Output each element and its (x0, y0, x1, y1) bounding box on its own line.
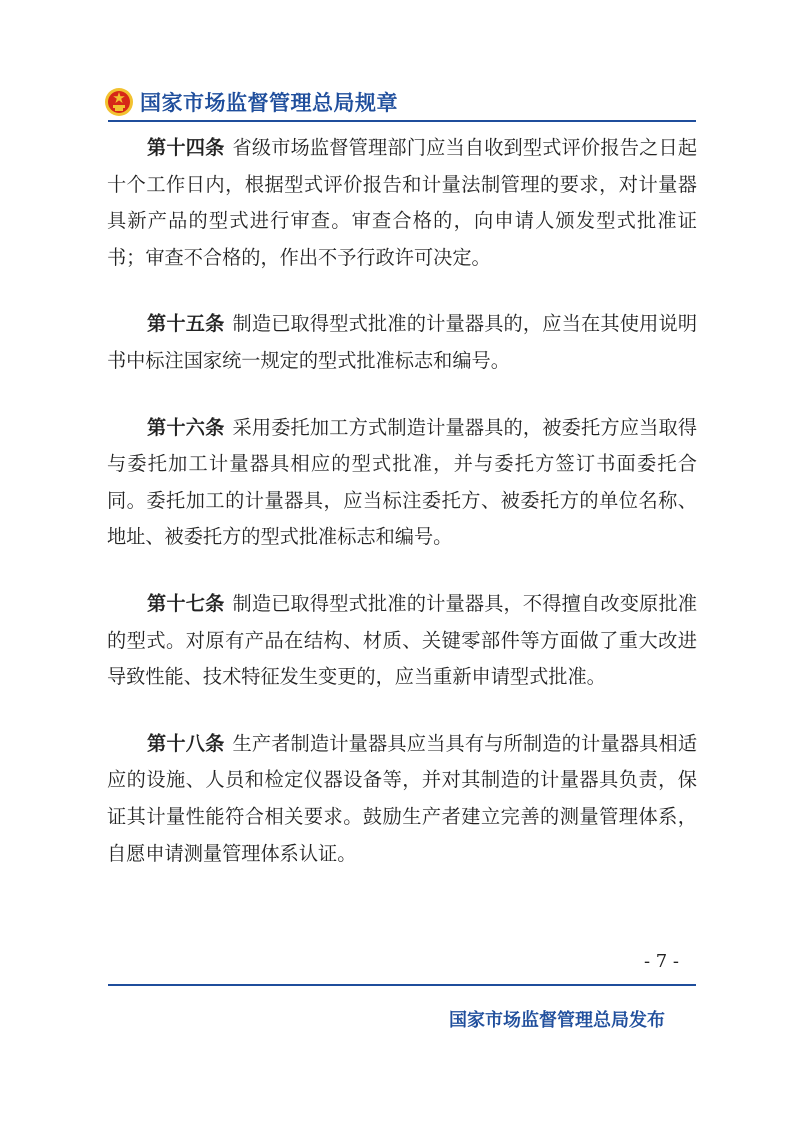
article-body: 采用委托加工方式制造计量器具的，被委托方应当取得与委托加工计量器具相应的型式批准，并与委托方签订书面委托合同。委托加工的计量器具，应当标注委托方、被委托方的单位名称、地址、被委托方的型式批准标志和编号。 (107, 415, 698, 549)
article-title: 第十六条 (147, 415, 225, 439)
header-title: 国家市场监督管理总局规章 (140, 91, 398, 115)
article-18 (107, 726, 697, 872)
footer-publisher: 国家市场监督管理总局发布 (449, 1010, 665, 1031)
article-title: 第十四条 (147, 136, 225, 159)
article-body: 制造已取得型式批准的计量器具，不得擅自改变原批准的型式。对原有产品在结构、材质、关键零部件等方面做了重大改进导致性能、技术特征发生变更的，应当重新申请型式批准。 (107, 591, 698, 689)
article-15 (107, 306, 697, 379)
article-16 (107, 410, 697, 556)
page-number: - 7 - (643, 951, 679, 972)
document-body (107, 130, 697, 902)
footer-divider (108, 984, 696, 986)
article-title: 第十八条 (147, 731, 225, 755)
article-body: 省级市场监督管理部门应当自收到型式评价报告之日起十个工作日内，根据型式评价报告和计量法制管理的要求，对计量器具新产品的型式进行审查。审查合格的，向申请人颁发型式批准证书；审查不合格的，作出不予行政许可决定。 (107, 136, 698, 269)
article-body: 生产者制造计量器具应当具有与所制造的计量器具相适应的设施、人员和检定仪器设备等，并对其制造的计量器具负责，保证其计量性能符合相关要求。鼓励生产者建立完善的测量管理体系，自愿申请测量管理体系认证。 (107, 731, 698, 865)
header-divider (108, 120, 696, 122)
article-14 (107, 130, 697, 276)
article-body: 制造已取得型式批准的计量器具的，应当在其使用说明书中标注国家统一规定的型式批准标志和编号。 (107, 312, 698, 372)
article-title: 第十七条 (147, 591, 225, 615)
document-header (104, 85, 398, 119)
article-17 (107, 586, 697, 696)
national-emblem-icon (104, 87, 134, 117)
article-title: 第十五条 (147, 312, 225, 336)
